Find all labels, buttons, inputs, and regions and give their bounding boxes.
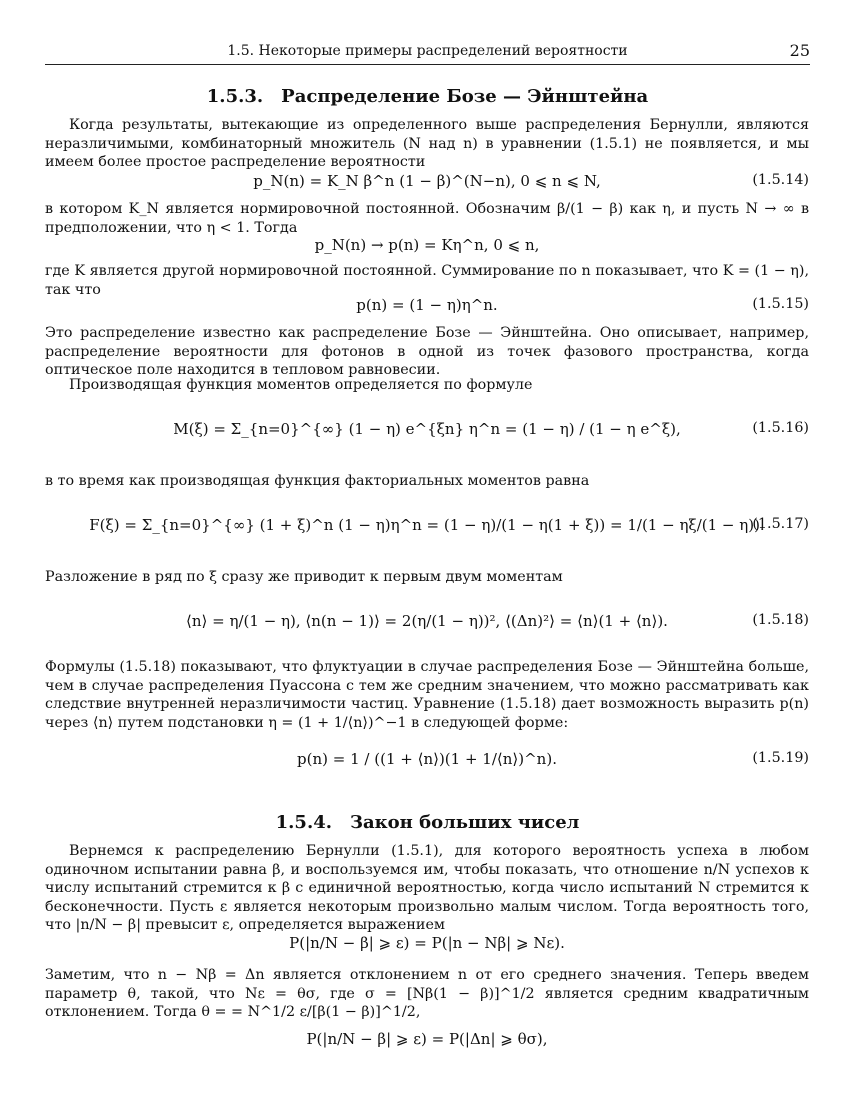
equation-formula: p(n) = 1 / ((1 + ⟨n⟩)(1 + 1/⟨n⟩)^n). xyxy=(297,750,557,768)
paragraph-9: Вернемся к распределению Бернулли (1.5.1), для которого вероятность успеха в любом одиночном испытании равна β, и воспользуемся им, чтобы показать, что отношение n/N успехов к числу испытаний стремится к β с единичной вероятностью, когда число испытаний N стремится к бесконечности. Пусть ε является некоторым произвольно малым числом. Тогда вероятность того, что |n/N − β| превысит ε, определяется выражением xyxy=(45,843,809,934)
equation-number: (1.5.18) xyxy=(752,612,809,628)
paragraph-4: Это распределение известно как распределение Бозе — Эйнштейна. Оно описывает, например, распределение вероятности для фотонов в одной из точек фазового пространства, когда оптическое поле находится в тепловом равновесии. xyxy=(45,325,809,379)
section-title: Распределение Бозе — Эйнштейна xyxy=(281,86,649,107)
equation-1-5-17 xyxy=(45,516,809,546)
paragraph-5: Производящая функция моментов определяется по формуле xyxy=(69,377,533,393)
paragraph-6: в то время как производящая функция факториальных моментов равна xyxy=(45,473,590,489)
section-heading-1-5-4 xyxy=(0,812,855,833)
page-number: 25 xyxy=(789,41,810,60)
section-number: 1.5.3. xyxy=(206,86,264,107)
equation-number: (1.5.16) xyxy=(752,420,809,436)
paragraph-2: в котором K_N является нормировочной постоянной. Обозначим β/(1 − β) как η, и пусть N → ∞ в предположении, что η < 1. Тогда xyxy=(45,201,809,236)
equation-formula: p(n) = (1 − η)η^n. xyxy=(356,296,498,314)
equation-formula: M(ξ) = Σ_{n=0}^{∞} (1 − η) e^{ξn} η^n = (1 − η) / (1 − η e^ξ), xyxy=(173,420,681,438)
equation-formula: P(|n/N − β| ⩾ ε) = P(|n − Nβ| ⩾ Nε). xyxy=(289,934,565,952)
equation-1-5-14 xyxy=(45,172,809,194)
equation-probability-1 xyxy=(45,934,809,960)
section-title: Закон больших чисел xyxy=(350,812,580,833)
equation-formula: P(|n/N − β| ⩾ ε) = P(|Δn| ⩾ θσ), xyxy=(306,1030,548,1048)
equation-number: (1.5.15) xyxy=(752,296,809,312)
equation-1-5-15 xyxy=(45,296,809,318)
equation-1-5-19 xyxy=(45,750,809,780)
equation-limit xyxy=(45,236,809,258)
equation-formula: p_N(n) = K_N β^n (1 − β)^(N−n), 0 ⩽ n ⩽ N, xyxy=(253,172,601,190)
running-title: 1.5. Некоторые примеры распределений вероятности xyxy=(227,43,628,59)
paragraph-1: Когда результаты, вытекающие из определенного выше распределения Бернулли, являются неразличимыми, комбинаторный множитель (N над n) в уравнении (1.5.1) не появляется, и мы имеем более простое распределение вероятности xyxy=(45,117,809,171)
paragraph-10: Заметим, что n − Nβ = Δn является отклонением n от его среднего значения. Теперь введем параметр θ, такой, что Nε = θσ, где σ = [Nβ(1 − β)]^1/2 является средним квадратичным отклонением. Тогда θ = = N^1/2 ε/[β(1 − β)]^1/2, xyxy=(45,967,809,1021)
equation-number: (1.5.17) xyxy=(752,516,809,532)
paragraph-8: Формулы (1.5.18) показывают, что флуктуации в случае распределения Бозе — Эйнштейна больше, чем в случае распределения Пуассона с тем же средним значением, что можно рассматривать как следствие внутренней неразличимости частиц. Уравнение (1.5.18) дает возможность выразить p(n) через ⟨n⟩ путем подстановки η = (1 + 1/⟨n⟩)^−1 в следующей форме: xyxy=(45,659,809,731)
equation-number: (1.5.19) xyxy=(752,750,809,766)
section-heading-1-5-3 xyxy=(0,86,855,107)
section-number: 1.5.4. xyxy=(275,812,333,833)
equation-formula: ⟨n⟩ = η/(1 − η), ⟨n(n − 1)⟩ = 2(η/(1 − η))², ⟨(Δn)²⟩ = ⟨n⟩(1 + ⟨n⟩). xyxy=(186,612,668,630)
equation-1-5-16 xyxy=(45,420,809,450)
paragraph-7: Разложение в ряд по ξ сразу же приводит к первым двум моментам xyxy=(45,569,563,585)
equation-number: (1.5.14) xyxy=(752,172,809,188)
equation-formula: p_N(n) → p(n) = Kη^n, 0 ⩽ n, xyxy=(314,236,540,254)
paragraph-3: где K является другой нормировочной постоянной. Суммирование по n показывает, что K = (1 − η), так что xyxy=(45,263,809,298)
running-header xyxy=(45,40,810,65)
equation-1-5-18 xyxy=(45,612,809,642)
equation-probability-2 xyxy=(45,1030,809,1056)
equation-formula: F(ξ) = Σ_{n=0}^{∞} (1 + ξ)^n (1 − η)η^n = (1 − η)/(1 − η(1 + ξ)) = 1/(1 − ηξ/(1 − η)). xyxy=(89,516,765,534)
